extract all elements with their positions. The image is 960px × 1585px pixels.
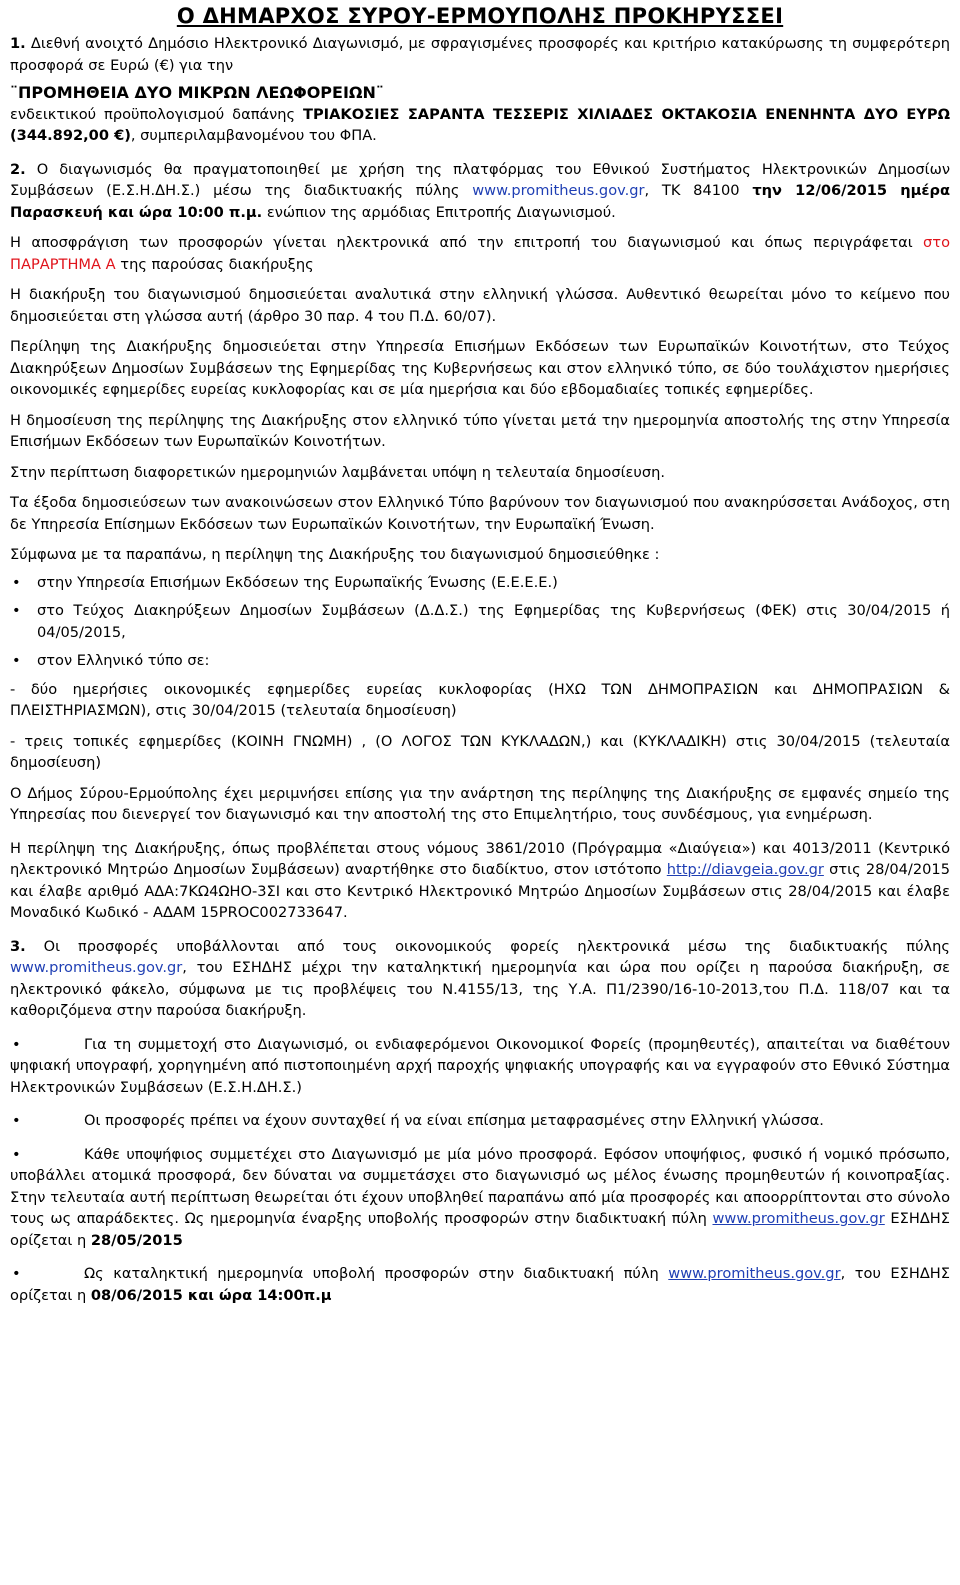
unsealing-paragraph [10,232,950,275]
tender-date: την 12/06/2015 ημέρα Παρασκευή και ώρα 10:00 π.μ. [10,182,950,221]
bullet-icon: • [12,1145,21,1163]
section-1-text: Διεθνή ανοιχτό Δημόσιο Ηλεκτρονικό Διαγωνισμό, με σφραγισμένες προσφορές και κριτήριο κατακύρωσης τη συμφερότερη προσφορά σε Ευρώ (€) για την [10,35,950,74]
bullet-paragraph-deadline [10,1263,950,1306]
section-3-text: Οι προσφορές υποβάλλονται από τους οικονομικούς φορείς ηλεκτρονικά μέσω της διαδικτυακής πύλης [25,937,950,955]
vat-note: , συμπεριλαμβανομένου του ΦΠΑ. [130,127,377,144]
costs-paragraph: Τα έξοδα δημοσιεύσεων των ανακοινώσεων στον Ελληνικό Τύπο βαρύνουν τον διαγωνισμού που ανακηρύσσεται Ανάδοχος, στη δε Υπηρεσία Επίσημων Εκδόσεων των Ευρωπαϊκών Κοινοτήτων, την Ευρωπαϊκή Ένωση. [10,494,950,533]
dash-item-national-press: - δύο ημερήσιες οικονομικές εφημερίδες ευρείας κυκλοφορίας (ΗΧΩ ΤΩΝ ΔΗΜΟΠΡΑΣΙΩΝ και ΔΗΜΟΠΡΑΣΙΩΝ & ΠΛΕΙΣΤΗΡΙΑΣΜΩΝ), στις 30/04/2015 (τελευταία δημοσίευση) [10,680,950,719]
bullet-paragraph-single-offer [10,1144,950,1252]
municipality-paragraph: Ο Δήμος Σύρου-Ερμούπολης έχει μεριμνήσει επίσης για την ανάρτηση της περίληψης της Διακήρυξης σε εμφανές σημείο της Υπηρεσίας που διενεργεί τον διαγωνισμό και την αποστολή της στο Επιμελητήριο, τους συνδέσμους, για ενημέρωση. [10,784,950,823]
unsealing-text-end: της παρούσας διακήρυξης [115,255,314,273]
list-item-text: στο Τεύχος Διακηρύξεων Δημοσίων Συμβάσεων (Δ.Δ.Σ.) της Εφημερίδας της Κυβερνήσεως (ΦΕΚ) στις 30/04/2015 ή 04/05/2015, [37,602,950,641]
list-item [10,650,950,672]
budget-paragraph [10,104,950,147]
annex-reference: στο ΠΑΡΑΡΤΗΜΑ Α [10,234,950,273]
promitheus-link[interactable]: www.promitheus.gov.gr [10,959,183,976]
section-number: 2. [10,160,26,178]
section-1-intro [10,33,950,76]
committee-text: ενώπιον της αρμόδιας Επιτροπής Διαγωνισμού. [262,203,616,221]
single-offer-text: Κάθε υποψήφιος συμμετέχει στο Διαγωνισμό με μία μόνο προσφορά. Εφόσον υποψήφιος, φυσικό ή νομικό πρόσωπο, υποβάλλει ατομικά προσφορά, δεν δύναται να συμμετάσχει στο διαγωνισμό ως μέλος ένωσης προμηθευτών ή κοινοπραξίας. Στην τελευταία αυτή περίπτωση θεωρείται ότι έχουν υποβληθεί παραπάνω από μία προσφορές και αποορρίπτονται στο σύνολο τους ως απαράδεκτες. Ως ημερομηνία έναρξης υποβολής προσφορών στην διαδικτυακή πύλη [10,1145,950,1227]
deadline-label: , του ΕΣΗΔΗΣ ορίζεται η [10,1265,950,1304]
page-title: Ο ΔΗΜΑΡΧΟΣ ΣΥΡΟΥ-ΕΡΜΟΥΠΟΛΗΣ ΠΡΟΚΗΡΥΣΣΕΙ [176,4,784,28]
publication-paragraph: Η δημοσίευση της περίληψης της Διακήρυξης στον ελληνικό τύπο γίνεται μετά την ημερομηνία αποστολής της στην Υπηρεσία Επισήμων Εκδόσεων των Ευρωπαϊκών Κοινοτήτων. [10,411,950,450]
dash-item-local-press: - τρεις τοπικές εφημερίδες (ΚΟΙΝΗ ΓΝΩΜΗ) , (Ο ΛΟΓΟΣ ΤΩΝ ΚΥΚΛΑΔΩΝ,) και (ΚΥΚΛΑΔΙΚΗ) στις 30/04/2015 (τελευταία δημοσίευση) [10,732,950,771]
summary-paragraph: Περίληψη της Διακήρυξης δημοσιεύεται στην Υπηρεσία Επισήμων Εκδόσεων των Ευρωπαϊκών Κοινοτήτων, στο Τεύχος Διακηρύξεων Δημοσίων Συμβάσεων της Εφημερίδας της Κυβερνήσεως και στον ελληνικό τύπο, σε δύο τουλάχιστον ημερήσιες οικονομικές εφημερίδες ευρείας κυκλοφορίας και σε μία ημερήσια και δύο εβδομαδιαίες τοπικές εφημερίδες. [10,338,950,398]
bullet-icon: • [12,1035,21,1053]
deadline-text: Ως καταληκτική ημερομηνία υποβολή προσφορών στην διαδικτυακή πύλη [84,1265,669,1282]
budget-amount: ΤΡΙΑΚΟΣΙΕΣ ΣΑΡΑΝΤΑ ΤΕΣΣΕΡΙΣ ΧΙΛΙΑΔΕΣ ΟΚΤΑΚΟΣΙΑ ΕΝΕΝΗΝΤΑ ΔΥΟ ΕΥΡΩ (344.892,00 €) [10,105,950,144]
section-3 [10,936,950,1022]
list-item-text: στην Υπηρεσία Επισήμων Εκδόσεων της Ευρωπαϊκής Ένωσης (Ε.Ε.Ε.Ε.) [37,573,558,591]
postal-code: , ΤΚ 84100 [644,182,753,199]
list-item-text: στον Ελληνικό τύπο σε: [37,652,210,669]
start-date: 28/05/2015 [90,1231,183,1249]
publication-list [10,572,950,672]
bullet-icon: • [12,1265,21,1282]
list-item [10,572,950,594]
bullet-icon: • [12,1112,21,1129]
section-2-text: Ο διαγωνισμός θα πραγματοποιηθεί με χρήση της πλατφόρμας του Εθνικού Συστήματος Ηλεκτρονικών Δημοσίων Συμβάσεων (Ε.Σ.Η.ΔΗ.Σ.) μέσω της διαδικτυακής πύλης [10,160,950,199]
bullet-icon: • [12,652,21,669]
promitheus-link[interactable]: www.promitheus.gov.gr [472,182,645,199]
section-number: 3. [10,937,26,955]
tender-subject: ¨ΠΡΟΜΗΘΕΙΑ ΔΥΟ ΜΙΚΡΩΝ ΛΕΩΦΟΡΕΙΩΝ¨ [10,83,384,102]
diavgeia-text: Η περίληψη της Διακήρυξης, όπως προβλέπεται στους νόμους 3861/2010 (Πρόγραμμα «Διαύγεια») και 4013/2011 (Κεντρικό ηλεκτρονικό Μητρώο Δημοσίων Συμβάσεων) αναρτήθηκε στο διαδίκτυο, στον ιστότοπο [10,839,950,878]
bullet-icon: • [12,573,21,591]
budget-label: ενδεικτικού προϋπολογισμού δαπάνης [10,105,304,123]
section-2 [10,159,950,224]
bullet-icon: • [12,602,21,619]
bullet-paragraph-signature [10,1034,950,1099]
signature-text: Για τη συμμετοχή στο Διαγωνισμό, οι ενδιαφερόμενοι Οικονομικοί Φορείς (προμηθευτές), απαιτείται να διαθέτουν ψηφιακή υπογραφή, χορηγημένη από πιστοποιημένη αρχή παροχής ψηφιακής υπογραφής και να εγγραφούν στο Εθνικό Σύστημα Ηλεκτρονικών Συμβάσεων (Ε.Σ.Η.ΔΗ.Σ.) [10,1035,950,1096]
start-date-label: ΕΣΗΔΗΣ ορίζεται η [10,1210,950,1249]
diavgeia-paragraph [10,838,950,924]
language-text: Οι προσφορές πρέπει να έχουν συνταχθεί ή να είναι επίσημα μεταφρασμένες στην Ελληνική γλώσσα. [84,1112,824,1129]
diavgeia-link[interactable]: http://diavgeia.gov.gr [666,861,824,878]
language-paragraph: Η διακήρυξη του διαγωνισμού δημοσιεύεται αναλυτικά στην ελληνική γλώσσα. Αυθεντικό θεωρείται μόνο το κείμενο που δημοσιεύεται στη γλώσσα αυτή (άρθρο 30 παρ. 4 του Π.Δ. 60/07). [10,286,950,325]
bullet-paragraph-language [10,1110,950,1132]
section-3-text-end: , του ΕΣΗΔΗΣ μέχρι την καταληκτική ημερομηνία και ώρα που ορίζει η παρούσα διακήρυξη, σε ηλεκτρονικό φάκελο, σύμφωνα με τις προβλέψεις του Ν.4155/13, της Υ.Α. Π1/2390/16-10-2013,του Π.Δ. 118/07 και τα καθοριζόμενα στην παρούσα διακήρυξη. [10,959,950,1019]
promitheus-link[interactable]: www.promitheus.gov.gr [668,1265,841,1282]
promitheus-link[interactable]: www.promitheus.gov.gr [712,1210,885,1227]
diavgeia-text-end: στις 28/04/2015 και έλαβε αριθμό ΑΔΑ:7ΚΩ4ΩΗΟ-3ΣΙ και στο Κεντρικό Ηλεκτρονικό Μητρώο Δημοσίων Συμβάσεων στις 28/04/2015 και έλαβε Μοναδικό Κωδικό - ΑΔΑΜ 15PROC002733647. [10,861,950,921]
dates-paragraph: Στην περίπτωση διαφορετικών ημερομηνιών λαμβάνεται υπόψη η τελευταία δημοσίευση. [10,463,665,481]
unsealing-text: Η αποσφράγιση των προσφορών γίνεται ηλεκτρονικά από την επιτροπή του διαγωνισμού και όπως περιγράφεται [10,234,924,251]
list-item [10,600,950,643]
deadline-date: 08/06/2015 και ώρα 14:00π.μ [90,1286,332,1304]
accordingly-paragraph: Σύμφωνα με τα παραπάνω, η περίληψη της Διακήρυξης του διαγωνισμού δημοσιεύθηκε : [10,546,660,563]
section-number: 1. [10,35,26,52]
